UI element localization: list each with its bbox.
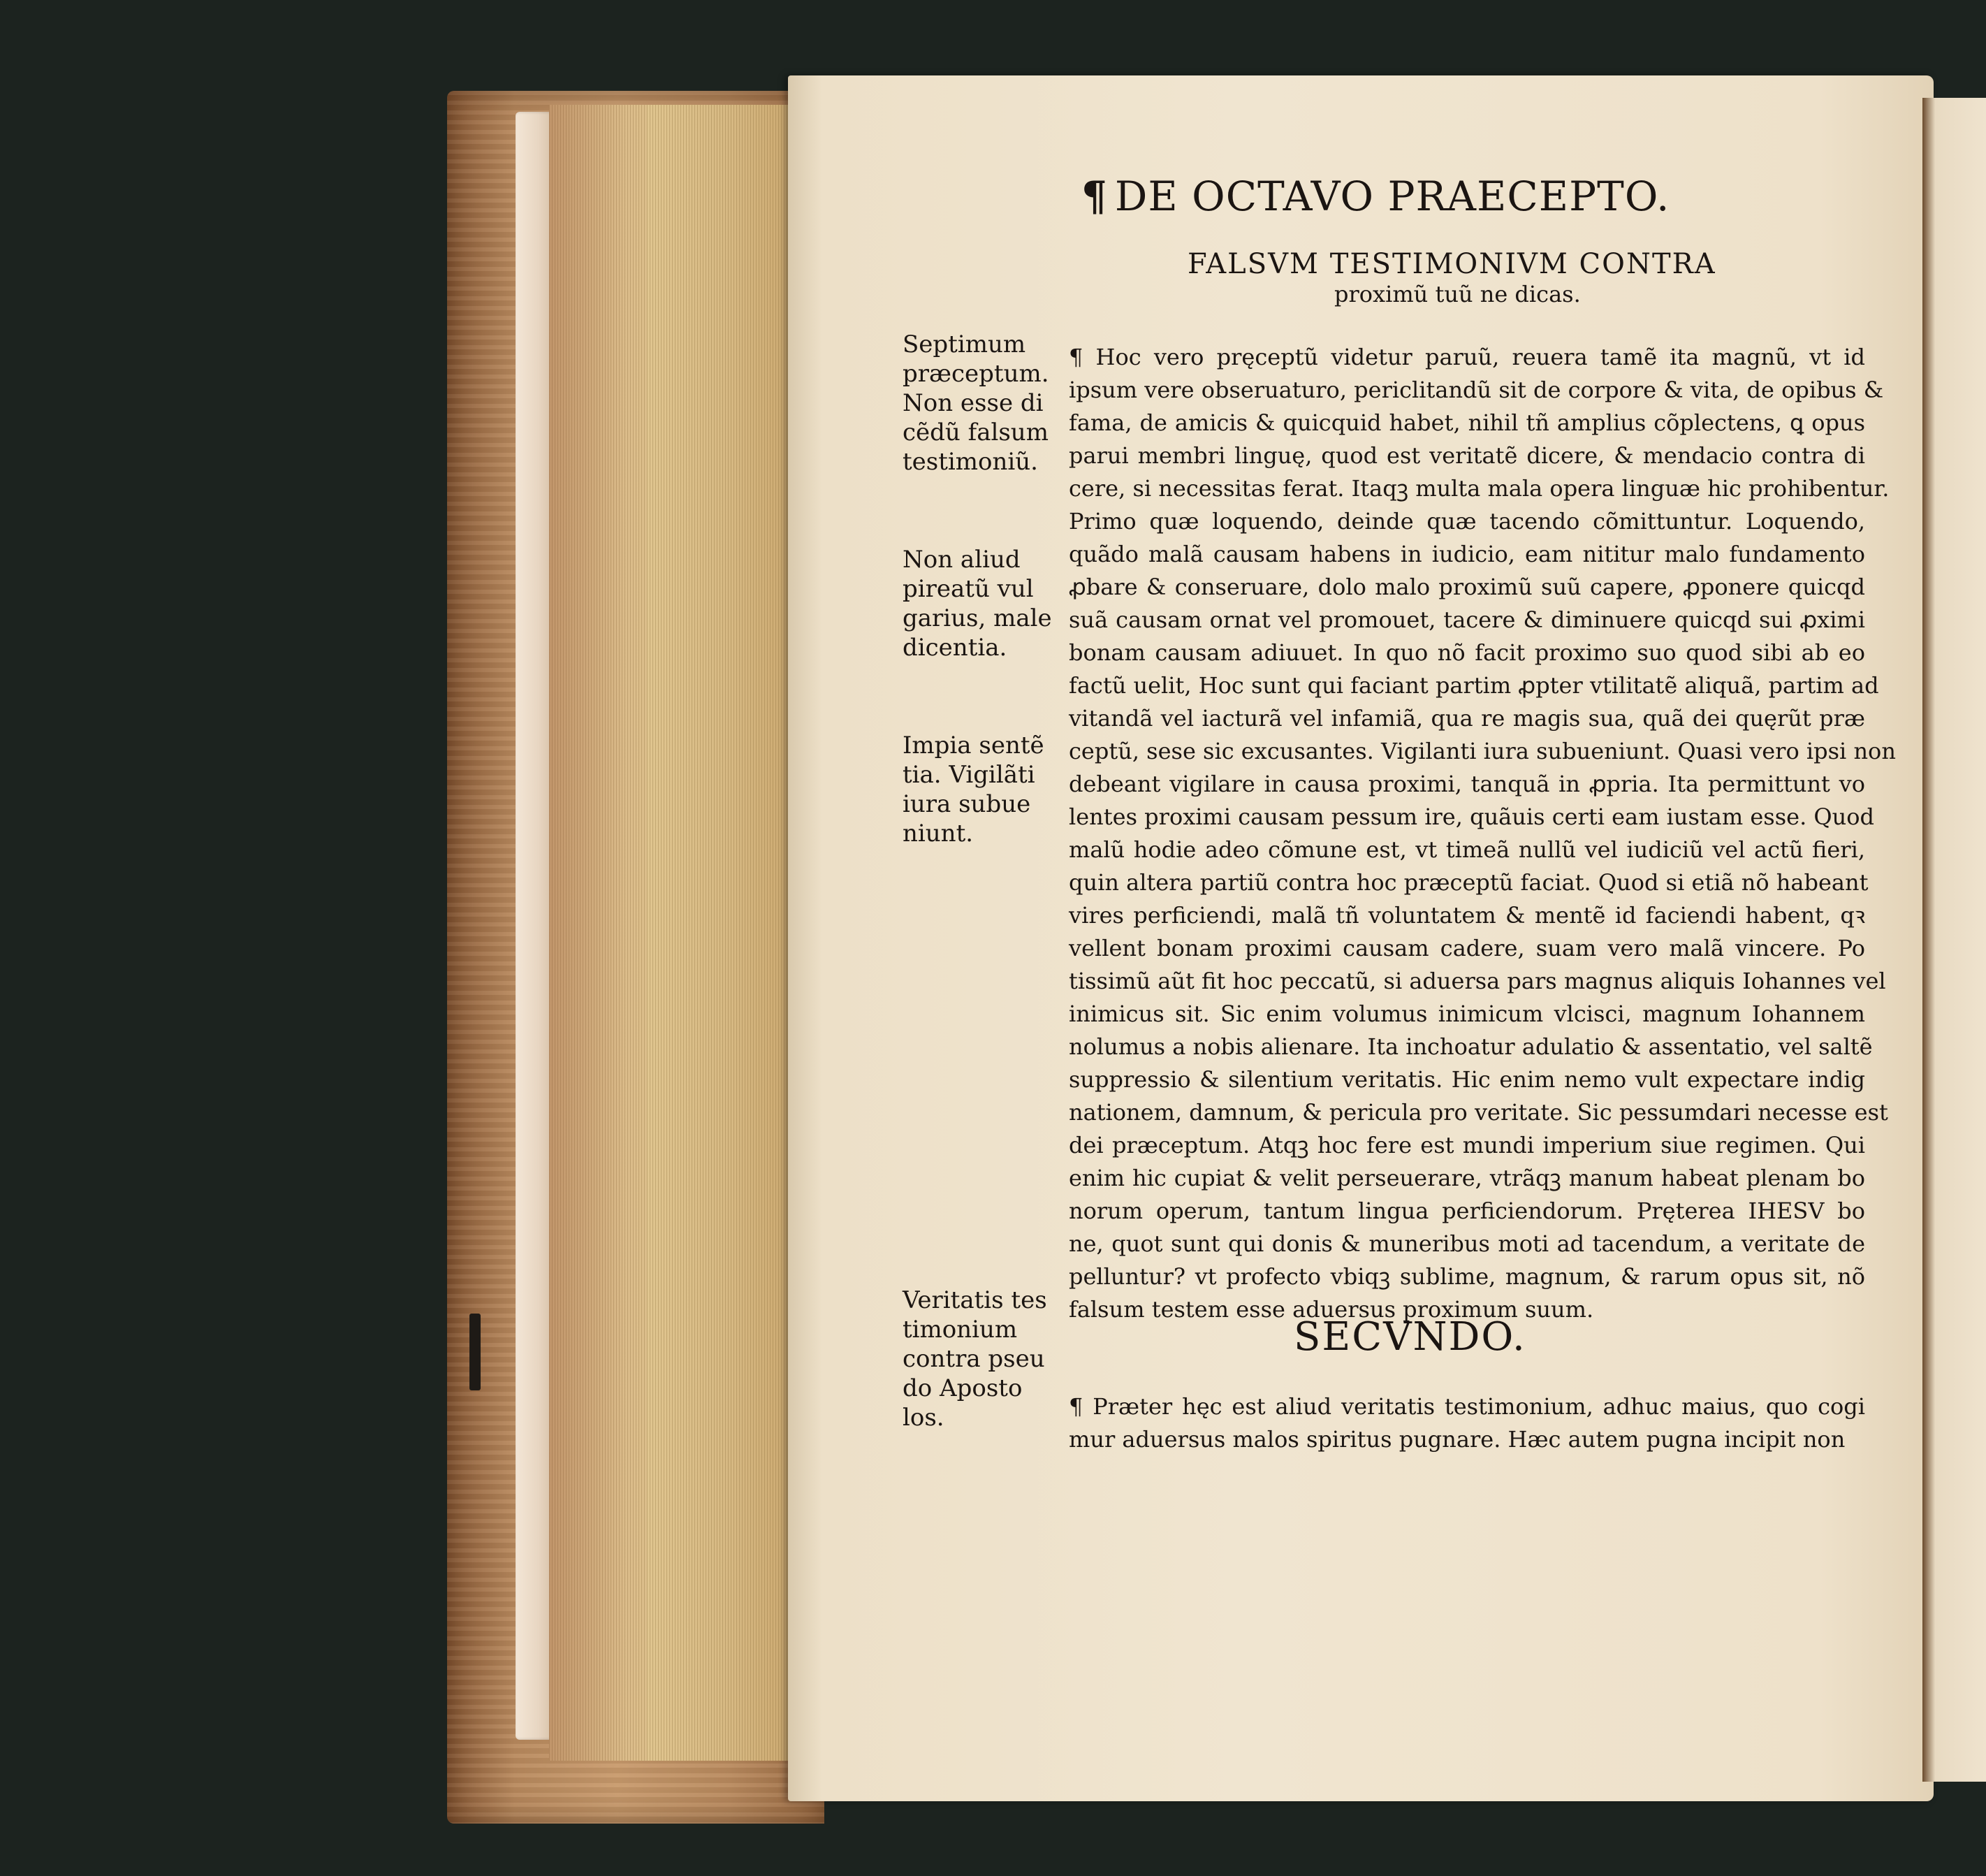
body-line: falsum testem esse aduersus proximum suum. [1069, 1296, 1594, 1323]
edge-stain [549, 105, 647, 1761]
heading-text: DE OCTAVO PRAECEPTO. [1114, 173, 1670, 220]
margin-note-line: Veritatis tes [903, 1286, 1047, 1314]
page-heading [1081, 173, 1906, 220]
body-line: Primo quæ loquendo, deinde quæ tacendo cõmittuntur. Loquendo, [1069, 508, 1865, 535]
margin-note-line: dicentia. [903, 634, 1007, 662]
section-heading: SECVNDO. [1294, 1314, 1526, 1360]
subtitle-line-2: proximũ tuũ ne dicas. [1334, 281, 1581, 307]
margin-note-line: Non aliud [903, 546, 1021, 574]
body-line: malũ hodie adeo cõmune est, vt timeã nullũ vel iudiciũ vel actũ fieri, [1069, 836, 1865, 863]
margin-note-line: testimoniũ. [903, 448, 1038, 476]
margin-note-line: cẽdũ falsum [903, 419, 1049, 446]
margin-note-line: iura subue [903, 790, 1031, 818]
body-line: ¶ Præter hęc est aliud veritatis testimonium, adhuc maius, quo cogi [1069, 1393, 1865, 1420]
margin-note-line: Impia sentẽ [903, 732, 1044, 759]
body-line: cere, si necessitas ferat. Itaqꝫ multa mala opera linguæ hic prohibentur. [1069, 475, 1890, 502]
body-line: parui membri linguę, quod est veritatẽ dicere, & mendacio contra di [1069, 442, 1865, 469]
body-line: ¶ Hoc vero pręceptũ videtur paruũ, reuera tamẽ ita magnũ, vt id [1069, 344, 1865, 370]
margin-note-line: garius, male [903, 604, 1052, 632]
body-line: bonam causam adiuuet. In quo nõ facit proximo suo quod sibi ab eo [1069, 639, 1865, 666]
body-line: pelluntur? vt profecto vbiqꝫ sublime, magnum, & rarum opus sit, nõ [1069, 1263, 1865, 1290]
clasp-mark [469, 1314, 481, 1390]
body-text-continued [1069, 1390, 1865, 1456]
body-line: ipsum vere obseruaturo, periclitandũ sit de corpore & vita, de opibus & [1069, 377, 1884, 403]
margin-note-line: niunt. [903, 820, 974, 848]
body-line: quin altera partiũ contra hoc præceptũ faciat. Quod si etiã nõ habeant [1069, 869, 1869, 896]
body-line: norum operum, tantum lingua perficiendorum. Pręterea IHESV bo [1069, 1198, 1865, 1224]
body-line: vitandã vel iacturã vel infamiã, qua re magis sua, quã dei quęrũt præ [1069, 705, 1865, 732]
body-line: factũ uelit, Hoc sunt qui faciant partim ꝓpter vtilitatẽ aliquã, partim ad [1069, 672, 1879, 699]
margin-note-4 [903, 1286, 1047, 1432]
body-line: lentes proximi causam pessum ire, quãuis certi eam iustam esse. Quod [1069, 804, 1875, 830]
margin-note-line: contra pseu [903, 1345, 1045, 1373]
margin-note-1 [903, 330, 1049, 477]
body-line: quãdo malã causam habens in iudicio, eam nititur malo fundamento [1069, 541, 1865, 567]
body-line: suã causam ornat vel promouet, tacere & diminuere quicqd sui ꝓximi [1069, 606, 1865, 633]
subtitle-line-1: FALSVM TESTIMONIVM CONTRA [1188, 248, 1716, 280]
margin-note-line: do Aposto [903, 1374, 1023, 1402]
pilcrow-mark: ¶ [1081, 173, 1108, 220]
body-line: nationem, damnum, & pericula pro veritate. Sic pessumdari necesse est [1069, 1099, 1888, 1126]
body-line: enim hic cupiat & velit perseuerare, vtrãqꝫ manum habeat plenam bo [1069, 1165, 1865, 1191]
body-line: suppressio & silentium veritatis. Hic enim nemo vult expectare indig [1069, 1066, 1865, 1093]
body-line: vellent bonam proximi causam cadere, suam vero malã vincere. Po [1069, 935, 1865, 961]
body-line: ꝓbare & conseruare, dolo malo proximũ suũ capere, ꝓponere quicqd [1069, 574, 1865, 600]
margin-note-line: tia. Vigilãti [903, 761, 1035, 789]
facing-page-edge [1922, 98, 1986, 1782]
body-line: fama, de amicis & quicquid habet, nihil tñ amplius cõplectens, ꝗ opus [1069, 409, 1865, 436]
body-line: inimicus sit. Sic enim volumus inimicum vlcisci, magnum Iohannem [1069, 1001, 1865, 1027]
body-line: vires perficiendi, malã tñ voluntatem & mentẽ id faciendi habent, qꝛ [1069, 902, 1865, 929]
margin-note-line: pireatũ vul [903, 575, 1034, 603]
body-line: tissimũ aũt fit hoc peccatũ, si aduersa pars magnus aliquis Iohannes vel [1069, 968, 1886, 994]
body-line: debeant vigilare in causa proximi, tanquã in ꝓpria. Ita permittunt vo [1069, 771, 1865, 797]
margin-note-line: timonium [903, 1316, 1018, 1344]
body-text [1069, 341, 1896, 1326]
body-line: dei præceptum. Atqꝫ hoc fere est mundi imperium siue regimen. Qui [1069, 1132, 1865, 1158]
margin-note-3 [903, 731, 1042, 848]
body-line: ne, quot sunt qui donis & muneribus moti ad tacendum, a veritate de [1069, 1230, 1865, 1257]
margin-note-2 [903, 545, 1052, 662]
body-line: ceptũ, sese sic excusantes. Vigilanti iura subueniunt. Quasi vero ipsi non [1069, 738, 1896, 764]
margin-note-line: Non esse di [903, 389, 1044, 417]
body-line: nolumus a nobis alienare. Ita inchoatur adulatio & assentatio, vel saltẽ [1069, 1033, 1873, 1060]
margin-note-line: præceptum. [903, 360, 1049, 388]
margin-note-line: los. [903, 1404, 944, 1432]
margin-note-line: Septimum [903, 330, 1026, 358]
body-line: mur aduersus malos spiritus pugnare. Hæc autem pugna incipit non [1069, 1426, 1846, 1453]
flyleaf [516, 112, 553, 1740]
